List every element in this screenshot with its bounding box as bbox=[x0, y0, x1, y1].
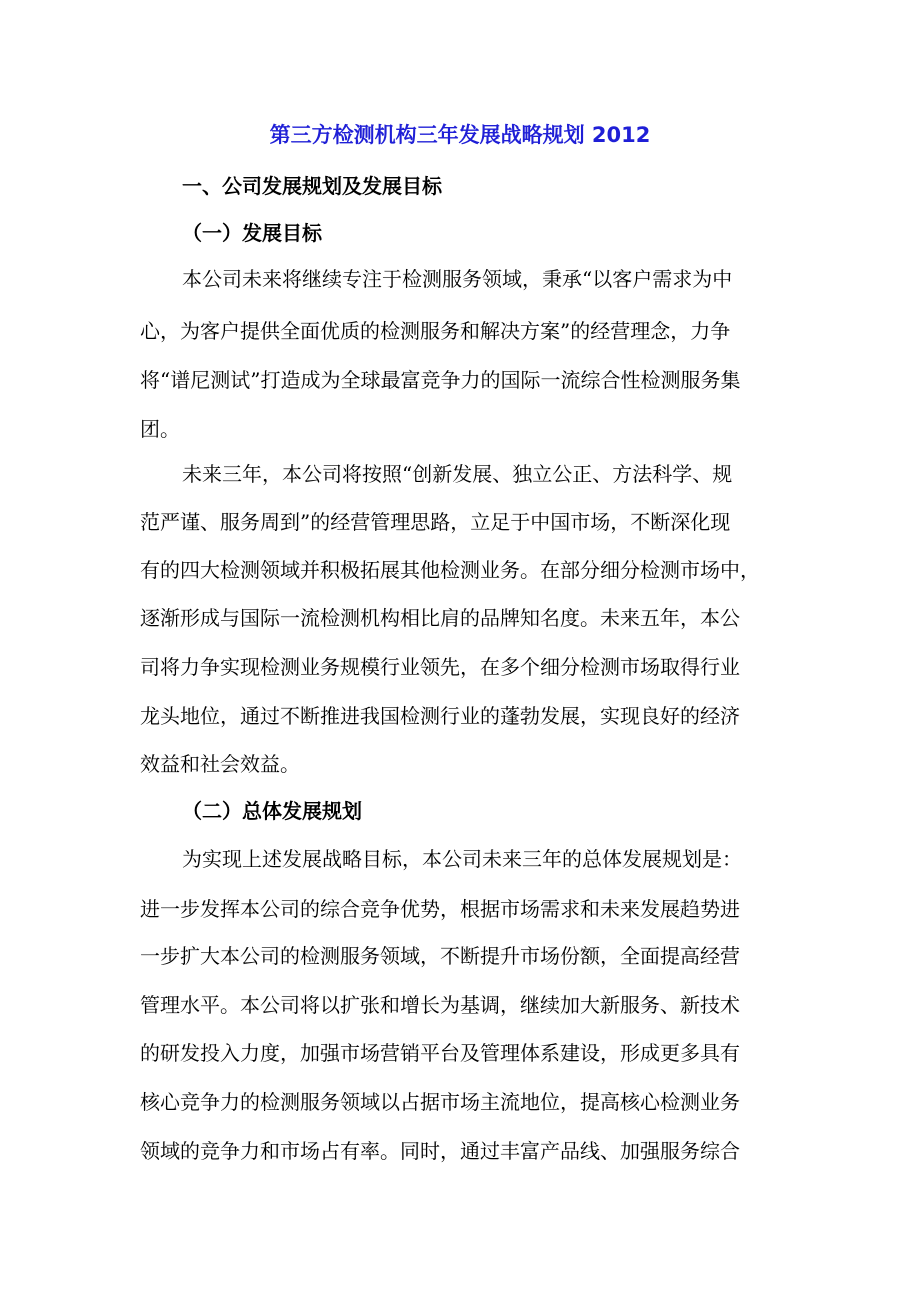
paragraph-line: 一步扩大本公司的检测服务领域，不断提升市场份额，全面提高经营 bbox=[140, 944, 740, 968]
paragraph-line: 逐渐形成与国际一流检测机构相比肩的品牌知名度。未来五年，本公 bbox=[140, 606, 740, 630]
paragraph-line: 司将力争实现检测业务规模行业领先，在多个细分检测市场取得行业 bbox=[140, 655, 740, 679]
paragraph-line: 管理水平。本公司将以扩张和增长为基调，继续加大新服务、新技术 bbox=[140, 993, 740, 1017]
paragraph-line: 的研发投入力度，加强市场营销平台及管理体系建设，形成更多具有 bbox=[140, 1041, 740, 1065]
paragraph-line: 核心竞争力的检测服务领域以占据市场主流地位，提高核心检测业务 bbox=[140, 1090, 740, 1114]
paragraph-line: 范严谨、服务周到”的经营管理思路，立足于中国市场，不断深化现 bbox=[140, 510, 731, 534]
paragraph-line: 效益和社会效益。 bbox=[140, 752, 300, 776]
paragraph-line: 未来三年，本公司将按照“创新发展、独立公正、方法科学、规 bbox=[182, 462, 733, 486]
paragraph-line: 将“谱尼测试”打造成为全球最富竞争力的国际一流综合性检测服务集 bbox=[140, 368, 741, 392]
paragraph-line: 团。 bbox=[140, 417, 180, 441]
paragraph-line: 心，为客户提供全面优质的检测服务和解决方案”的经营理念，力争 bbox=[140, 319, 731, 343]
document-title: 第三方检测机构三年发展战略规划 2012 bbox=[269, 123, 651, 147]
paragraph-line: 进一步发挥本公司的综合竞争优势，根据市场需求和未来发展趋势进 bbox=[140, 897, 740, 921]
section-heading-1: 一、公司发展规划及发展目标 bbox=[182, 174, 442, 198]
paragraph-line: 本公司未来将继续专注于检测服务领域，秉承“以客户需求为中 bbox=[182, 267, 733, 291]
subsection-heading-2: （二）总体发展规划 bbox=[182, 799, 362, 823]
paragraph-line: 为实现上述发展战略目标，本公司未来三年的总体发展规划是： bbox=[182, 847, 742, 871]
paragraph-line: 龙头地位，通过不断推进我国检测行业的蓬勃发展，实现良好的经济 bbox=[140, 704, 740, 728]
paragraph-line: 有的四大检测领域并积极拓展其他检测业务。在部分细分检测市场中， bbox=[140, 558, 760, 582]
paragraph-line: 领域的竞争力和市场占有率。同时，通过丰富产品线、加强服务综合 bbox=[140, 1139, 740, 1163]
subsection-heading-1: （一）发展目标 bbox=[182, 221, 322, 245]
